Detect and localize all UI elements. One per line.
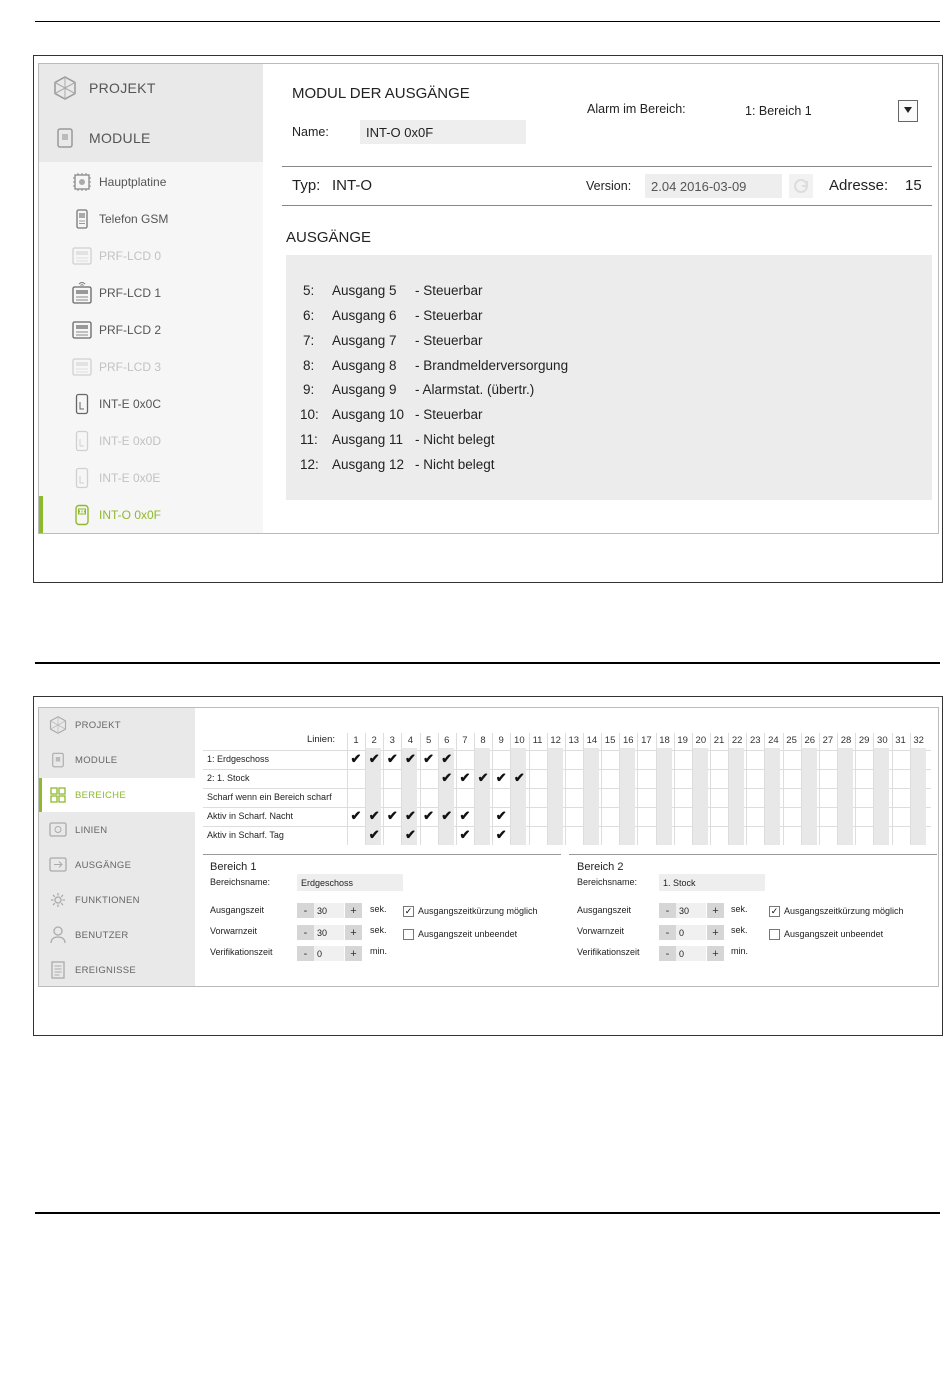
zone-column-line	[619, 733, 620, 845]
area-name-field[interactable]: Erdgeschoss	[297, 874, 403, 891]
zone-column-line	[347, 733, 348, 845]
zone-number: 2	[371, 735, 377, 746]
sidebar-item-label: BEREICHE	[75, 789, 126, 801]
zone-column-line	[728, 733, 729, 845]
zone-column-line	[565, 733, 566, 845]
zone-column-line	[910, 733, 911, 845]
area-1-panel	[195, 848, 563, 987]
sidebar-subitem-label: PRF-LCD 2	[99, 323, 162, 337]
sidebar-item-label: MODULE	[89, 130, 151, 146]
zone-check-mark[interactable]: ✔	[441, 808, 453, 823]
zone-column-line	[637, 733, 638, 845]
mainboard-icon	[71, 170, 93, 194]
address-value: 15	[905, 177, 922, 194]
output-name: Ausgang 12	[332, 457, 405, 472]
zone-check-mark[interactable]: ✔	[404, 808, 416, 823]
zone-column-shade	[693, 748, 708, 845]
list-item[interactable]	[286, 356, 932, 378]
output-name: Ausgang 5	[332, 283, 397, 298]
zone-number: 27	[822, 735, 834, 746]
grid-row-label: Aktiv in Scharf. Tag	[207, 830, 284, 840]
areas-sidebar	[39, 708, 195, 987]
zone-check-mark[interactable]: ✔	[386, 751, 398, 766]
sidebar-item-label: LINIEN	[75, 824, 108, 836]
zone-check-mark[interactable]: ✔	[459, 770, 471, 785]
zone-column-shade	[475, 748, 490, 845]
zone-number: 7	[462, 735, 468, 746]
zone-number: 26	[804, 735, 816, 746]
list-item[interactable]	[286, 331, 932, 353]
zone-number: 17	[641, 735, 652, 746]
gear-icon	[49, 891, 67, 909]
zone-check-mark[interactable]: ✔	[495, 808, 507, 823]
zone-check-mark[interactable]: ✔	[404, 751, 416, 766]
sidebar-item-label: PROJEKT	[75, 719, 121, 731]
output-module-icon	[71, 503, 93, 527]
zone-column-line	[674, 733, 675, 845]
alarm-area-value: 1: Bereich 1	[745, 104, 812, 118]
area-2-panel	[569, 848, 939, 987]
zone-number: 1	[353, 735, 359, 746]
zone-number: 15	[604, 735, 616, 746]
zone-check-mark[interactable]: ✔	[386, 808, 398, 823]
output-function: - Steuerbar	[415, 333, 483, 348]
output-function: - Steuerbar	[415, 283, 483, 298]
address-label: Adresse:	[829, 177, 889, 194]
sidebar-item-linien[interactable]	[39, 813, 195, 847]
grid-row-label: 2: 1. Stock	[207, 773, 250, 783]
sidebar-subitem-label: PRF-LCD 3	[99, 360, 162, 374]
version-label: Version:	[586, 179, 632, 193]
verification-time-input[interactable]: 0	[676, 946, 706, 961]
area-name-label: Bereichsname:	[210, 877, 271, 887]
zone-number: 19	[677, 735, 688, 746]
alarm-area-label: Alarm im Bereich:	[587, 102, 686, 116]
zone-column-line	[474, 733, 475, 845]
exit-time-label: Ausgangszeit	[577, 905, 632, 915]
grid-row-label: Scharf wenn ein Bereich scharf	[207, 792, 332, 802]
sidebar-item-projekt[interactable]	[39, 708, 195, 742]
zone-column-line	[529, 733, 530, 845]
zone-column-shade	[802, 748, 817, 845]
grid-row-label: 1: Erdgeschoss	[207, 754, 270, 764]
zone-number: 11	[532, 735, 543, 746]
list-item[interactable]	[286, 281, 932, 303]
expander-icon	[71, 466, 93, 490]
zone-number: 23	[750, 735, 761, 746]
zone-column-shade	[729, 748, 744, 845]
events-icon	[49, 961, 67, 979]
grid-divider	[203, 788, 931, 789]
sidebar-item-int-e-0x0d[interactable]	[71, 428, 161, 454]
output-number: 8:	[303, 358, 315, 373]
list-item[interactable]	[286, 306, 932, 328]
verification-time-label: Verifikationszeit	[577, 947, 640, 957]
zone-check-mark[interactable]: ✔	[368, 827, 380, 842]
module-icon	[53, 126, 77, 150]
area-title: Bereich 1	[210, 861, 257, 873]
zone-column-shade	[548, 748, 563, 845]
zone-column-line	[547, 733, 548, 845]
zone-number: 16	[622, 735, 634, 746]
page-title: MODUL DER AUSGÄNGE	[292, 85, 470, 102]
sidebar-item-prf-lcd-2[interactable]	[71, 317, 161, 343]
sidebar-item-label: MODULE	[75, 754, 118, 766]
sidebar-item-int-e-0x0e[interactable]	[71, 465, 160, 491]
zone-check-mark[interactable]: ✔	[350, 808, 362, 823]
zone-column-line	[710, 733, 711, 845]
project-icon	[49, 716, 67, 734]
zone-column-shade	[838, 748, 853, 845]
warning-time-label: Vorwarnzeit	[210, 926, 258, 936]
area-divider	[569, 854, 937, 855]
zone-column-line	[892, 733, 893, 845]
zone-number: 20	[695, 735, 707, 746]
page-rule-bottom	[35, 1212, 940, 1214]
sidebar-subitem-label: Hauptplatine	[99, 175, 167, 189]
zone-number: 18	[659, 735, 670, 746]
exit-time-input[interactable]: 30	[676, 903, 706, 918]
output-name: Ausgang 10	[332, 407, 405, 422]
list-item[interactable]	[286, 405, 932, 427]
zone-check-mark[interactable]: ✔	[459, 827, 471, 842]
divider-top	[282, 166, 932, 167]
zone-column-shade	[765, 748, 780, 845]
zone-column-shade	[511, 748, 526, 845]
zone-column-line	[746, 733, 747, 845]
zone-column-line	[601, 733, 602, 845]
chevron-down-icon	[904, 107, 912, 113]
verification-time-decrement-button[interactable]: -	[297, 946, 314, 961]
areas-icon	[49, 786, 67, 804]
exit-time-shortening-checkbox[interactable]: ✓	[404, 906, 413, 916]
zone-column-line	[438, 733, 439, 845]
page-rule-top	[35, 21, 940, 22]
zones-header-label: Linien:	[307, 734, 335, 745]
output-function: - Brandmelderversorgung	[415, 358, 569, 373]
expander-icon	[71, 429, 93, 453]
name-label: Name:	[292, 125, 329, 139]
keypad-icon	[71, 318, 93, 342]
grid-divider	[203, 750, 931, 751]
areas-window	[38, 707, 939, 987]
verification-time-increment-button[interactable]: +	[345, 946, 362, 961]
zone-number: 10	[514, 735, 525, 746]
zone-number: 25	[786, 735, 797, 746]
exit-time-unit: sek.	[370, 904, 387, 914]
sidebar-item-int-e-0x0c[interactable]	[71, 391, 161, 417]
zone-column-line	[692, 733, 693, 845]
active-item-indicator	[39, 496, 43, 534]
exit-time-unlimited-checkbox[interactable]	[769, 929, 780, 940]
grid-divider	[203, 826, 931, 827]
zone-column-line	[510, 733, 511, 845]
zone-number: 13	[568, 735, 580, 746]
exit-time-shortening-label: Ausgangszeitkürzung möglich	[784, 906, 904, 916]
exit-time-shortening-label: Ausgangszeitkürzung möglich	[418, 906, 538, 916]
warning-time-input[interactable]: 0	[676, 925, 706, 940]
zone-assignment-grid	[195, 708, 939, 848]
areas-panel	[195, 708, 938, 987]
grid-divider	[203, 769, 931, 770]
sidebar-subitem-label: PRF-LCD 1	[99, 286, 162, 300]
sidebar-item-label: EREIGNISSE	[75, 964, 137, 976]
warning-time-input[interactable]: 30	[314, 925, 344, 940]
output-function: - Steuerbar	[415, 407, 483, 422]
zone-column-line	[855, 733, 856, 845]
sidebar-item-telefon-gsm[interactable]	[71, 206, 168, 232]
sidebar-subitem-label: PRF-LCD 0	[99, 249, 162, 263]
zone-column-line	[837, 733, 838, 845]
zone-check-mark[interactable]: ✔	[368, 751, 380, 766]
sidebar-item-module[interactable]	[39, 743, 195, 777]
sidebar-item-label: BENUTZER	[75, 929, 129, 941]
outputs-list	[286, 255, 932, 500]
zone-column-line	[873, 733, 874, 845]
sidebar-item-funktionen[interactable]	[39, 883, 195, 917]
zone-column-shade	[620, 748, 635, 845]
warning-time-unit: sek.	[370, 925, 387, 935]
zone-check-mark[interactable]: ✔	[441, 751, 453, 766]
verification-time-decrement-button[interactable]: -	[659, 946, 676, 961]
outputs-icon	[49, 856, 67, 874]
exit-time-label: Ausgangszeit	[210, 905, 265, 915]
zone-number: 24	[768, 735, 779, 746]
warning-time-label: Vorwarnzeit	[577, 926, 625, 936]
area-title: Bereich 2	[577, 861, 624, 873]
keypad-icon	[71, 355, 93, 379]
zone-check-mark[interactable]: ✔	[441, 770, 453, 785]
zone-check-mark[interactable]: ✔	[423, 751, 435, 766]
exit-time-shortening-checkbox[interactable]: ✓	[770, 906, 779, 916]
warning-time-increment-button[interactable]: +	[345, 925, 362, 940]
sidebar-item-benutzer[interactable]	[39, 918, 195, 952]
keypad-icon	[71, 244, 93, 268]
zone-check-mark[interactable]: ✔	[368, 808, 380, 823]
zone-number: 5	[425, 735, 432, 746]
version-field: 2.04 2016-03-09	[645, 174, 782, 198]
zone-column-line	[420, 733, 421, 845]
exit-time-unlimited-checkbox[interactable]	[403, 929, 414, 940]
output-name: Ausgang 9	[332, 382, 397, 397]
screenshot-frame-areas	[33, 696, 943, 1036]
exit-time-decrement-button[interactable]: -	[659, 903, 676, 918]
verification-time-unit: min.	[731, 946, 749, 956]
output-name: Ausgang 7	[332, 333, 397, 348]
sidebar-subitem-label: INT-E 0x0C	[99, 397, 162, 411]
output-number: 11:	[300, 432, 318, 447]
sidebar-item-label: AUSGÄNGE	[75, 859, 132, 871]
exit-time-input[interactable]: 30	[314, 903, 344, 918]
zone-check-mark[interactable]: ✔	[495, 770, 507, 785]
sidebar-subitem-label: INT-E 0x0D	[99, 434, 162, 448]
grid-divider	[203, 807, 931, 808]
zone-number: 22	[731, 735, 743, 746]
phone-icon	[71, 207, 93, 231]
module-icon	[49, 751, 67, 769]
project-icon	[53, 76, 77, 100]
sidebar-item-ereignisse[interactable]	[39, 953, 195, 987]
output-number: 10:	[300, 407, 319, 422]
zone-number: 21	[713, 735, 725, 746]
sidebar-item-projekt[interactable]	[53, 76, 156, 100]
area-name-label: Bereichsname:	[577, 877, 638, 887]
divider-bottom	[282, 205, 932, 206]
refresh-icon	[789, 185, 813, 202]
zone-number: 29	[858, 735, 870, 746]
warning-time-decrement-button[interactable]: -	[297, 925, 314, 940]
exit-time-unit: sek.	[731, 904, 748, 914]
output-name: Ausgang 6	[332, 308, 397, 323]
area-divider	[203, 854, 561, 855]
sidebar-item-prf-lcd-3[interactable]	[71, 354, 161, 380]
keypad-wireless-icon	[71, 281, 93, 305]
zone-number: 6	[444, 735, 450, 746]
zone-number: 3	[389, 735, 395, 746]
zone-number: 31	[895, 735, 906, 746]
exit-time-increment-button[interactable]: +	[345, 903, 362, 918]
output-number: 9:	[303, 382, 315, 397]
expander-icon	[71, 392, 93, 416]
outputs-title: AUSGÄNGE	[286, 229, 372, 246]
output-function: - Nicht belegt	[415, 432, 495, 447]
sidebar-subitem-label: Telefon GSM	[99, 212, 169, 226]
zone-column-shade	[911, 748, 926, 845]
zone-column-shade	[584, 748, 599, 845]
sidebar-item-module[interactable]	[53, 126, 151, 150]
zone-number: 12	[550, 735, 561, 746]
sidebar-item-label: FUNKTIONEN	[75, 894, 140, 906]
zone-column-shade	[874, 748, 889, 845]
sidebar-top-group	[39, 64, 263, 162]
sidebar-subitem-label: INT-E 0x0E	[99, 471, 161, 485]
modules-window	[38, 63, 939, 534]
module-detail-panel	[263, 64, 938, 534]
zone-number: 9	[498, 735, 504, 746]
warning-time-decrement-button[interactable]: -	[659, 925, 676, 940]
zone-column-line	[583, 733, 584, 845]
list-item[interactable]	[286, 380, 932, 402]
output-name: Ausgang 11	[332, 432, 404, 447]
exit-time-decrement-button[interactable]: -	[297, 903, 314, 918]
zones-icon	[49, 821, 67, 839]
modules-sidebar	[39, 64, 263, 534]
zone-number: 4	[407, 735, 414, 746]
zone-check-mark[interactable]: ✔	[513, 770, 525, 785]
output-function: - Steuerbar	[415, 308, 483, 323]
zone-column-shade	[657, 748, 672, 845]
zone-check-mark[interactable]: ✔	[350, 751, 362, 766]
exit-time-unlimited-label: Ausgangszeit unbeendet	[784, 929, 884, 939]
output-name: Ausgang 8	[332, 358, 397, 373]
verification-time-input[interactable]: 0	[314, 946, 344, 961]
alarm-area-dropdown[interactable]	[898, 100, 918, 122]
screenshot-frame-modules	[33, 55, 943, 583]
sidebar-subitem-label: INT-O 0x0F	[99, 508, 162, 522]
zone-number: 28	[840, 735, 852, 746]
name-field[interactable]: INT-O 0x0F	[360, 120, 526, 144]
output-function: - Alarmstat. (übertr.)	[415, 382, 535, 397]
list-item[interactable]	[286, 455, 932, 477]
zone-column-line	[656, 733, 657, 845]
sidebar-item-bereiche[interactable]	[39, 778, 195, 812]
sidebar-item-hauptplatine[interactable]	[71, 169, 166, 195]
output-function: - Nicht belegt	[415, 457, 495, 472]
zone-column-line	[783, 733, 784, 845]
exit-time-unlimited-label: Ausgangszeit unbeendet	[418, 929, 518, 939]
zone-column-line	[801, 733, 802, 845]
grid-row-label: Aktiv in Scharf. Nacht	[207, 811, 294, 821]
verification-time-label: Verifikationszeit	[210, 947, 273, 957]
zone-check-mark[interactable]: ✔	[477, 770, 489, 785]
output-number: 7:	[303, 333, 315, 348]
zone-check-mark[interactable]: ✔	[495, 827, 507, 842]
list-item[interactable]	[286, 430, 932, 452]
type-value: INT-O	[332, 177, 372, 194]
zone-check-mark[interactable]: ✔	[423, 808, 435, 823]
verification-time-unit: min.	[370, 946, 388, 956]
user-icon	[49, 926, 67, 944]
sidebar-item-prf-lcd-0[interactable]	[71, 243, 161, 269]
sidebar-item-label: PROJEKT	[89, 80, 156, 96]
page-rule-middle	[35, 662, 940, 664]
refresh-version-button[interactable]	[789, 174, 813, 198]
sidebar-submodules	[39, 162, 263, 534]
warning-time-unit: sek.	[731, 925, 748, 935]
sidebar-item-ausgaenge[interactable]	[39, 848, 195, 882]
zone-number: 14	[586, 735, 598, 746]
zone-column-line	[764, 733, 765, 845]
sidebar-item-int-o-0x0f[interactable]	[71, 502, 161, 528]
type-label: Typ:	[292, 177, 321, 194]
zone-column-line	[819, 733, 820, 845]
zone-number: 32	[913, 735, 924, 746]
exit-time-increment-button[interactable]: +	[707, 903, 724, 918]
output-number: 6:	[303, 308, 315, 323]
zone-column-line	[383, 733, 384, 845]
zone-check-mark[interactable]: ✔	[404, 827, 416, 842]
verification-time-increment-button[interactable]: +	[707, 946, 724, 961]
zone-number: 30	[877, 735, 888, 746]
output-number: 12:	[300, 457, 319, 472]
output-number: 5:	[303, 283, 315, 298]
warning-time-increment-button[interactable]: +	[707, 925, 724, 940]
sidebar-item-prf-lcd-1[interactable]	[71, 280, 161, 306]
zone-check-mark[interactable]: ✔	[459, 808, 471, 823]
zone-number: 8	[480, 735, 486, 746]
area-name-field[interactable]: 1. Stock	[659, 874, 765, 891]
